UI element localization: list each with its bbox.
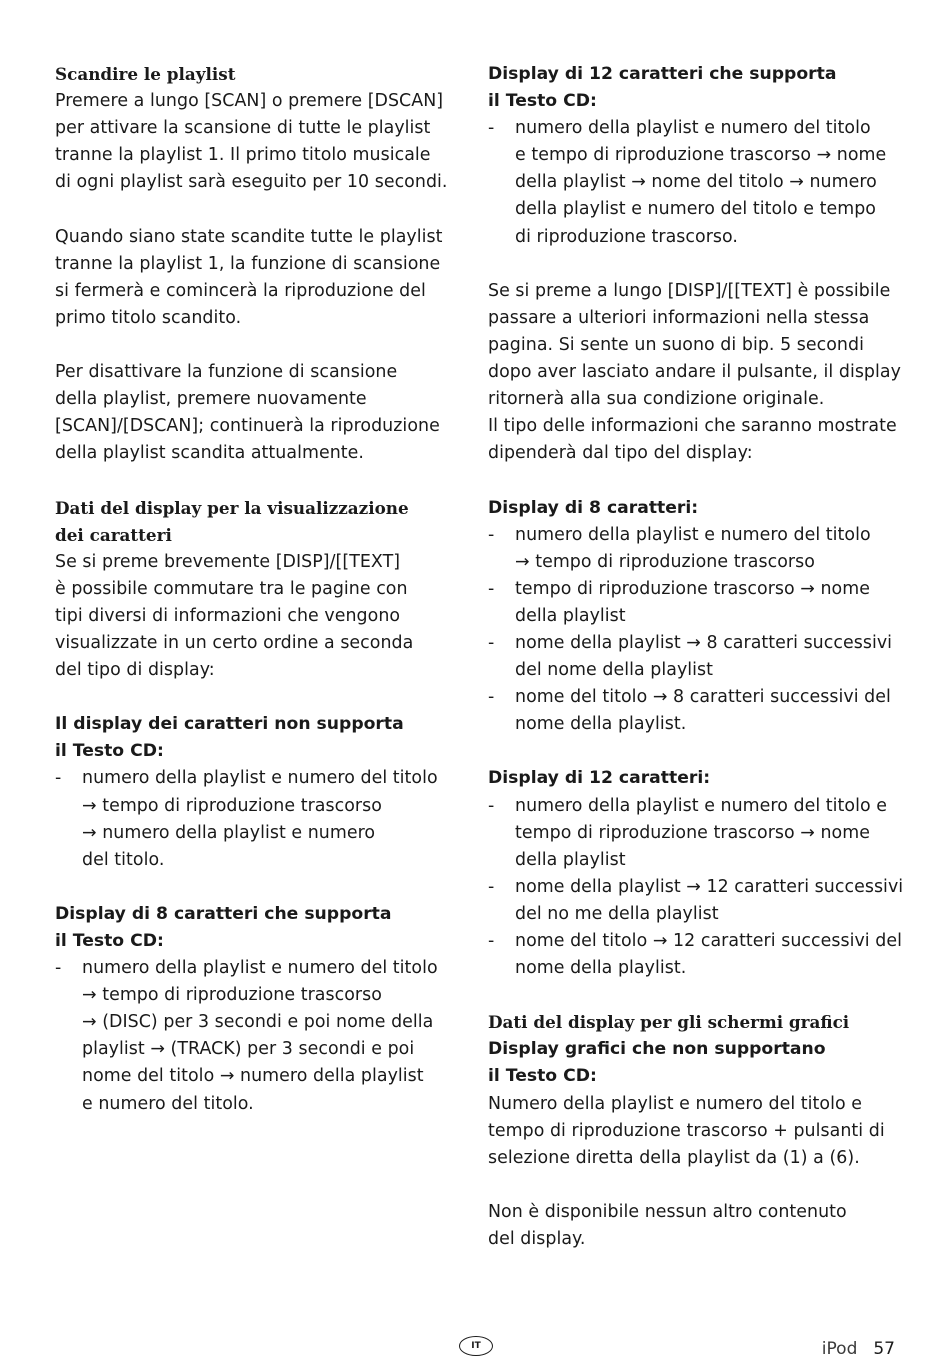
subsection-title-12-char-cd-text: Display di 12 caratteri che supporta il Testo CD:: [488, 64, 837, 112]
right-column: [488, 61, 908, 1253]
paragraph-long-press-disp: Se si preme a lungo [DISP]/[[TEXT] è possibile passare a ulteriori informazioni nella stessa pagina. Si sente un suono di bip. 5 secondi dopo aver lasciato andare il pulsante, il display ritornerà alla sua condizione originale. Il tipo delle informazioni che saranno mostrate dipenderà dal tipo del display:: [488, 280, 901, 464]
subsection-title-12-char: Display di 12 caratteri:: [488, 768, 711, 789]
list-item: - nome del titolo → 8 caratteri successivi del nome della playlist.: [488, 687, 891, 735]
list-item: - nome della playlist → 8 caratteri successivi del nome della playlist: [488, 632, 893, 681]
subsection-title-no-cd-text: Il display dei caratteri non supporta il Testo CD:: [55, 714, 404, 762]
list-item: - nome della playlist → 12 caratteri successivi del no me della playlist: [488, 876, 904, 924]
paragraph-display-pages: Se si preme brevemente [DISP]/[[TEXT] è possibile commutare tra le pagine con tipi diversi di informazioni che vengono visualizzate in un certo ordine a seconda del tipo di display:: [55, 551, 414, 681]
list-item: - tempo di riproduzione trascorso → nome della playlist: [488, 578, 870, 626]
paragraph-graphic-info: Numero della playlist e numero del titolo e tempo di riproduzione trascorso + pulsanti di selezione diretta della playlist da (1) a (6).: [488, 1093, 885, 1168]
page-footer: [822, 1337, 895, 1361]
list-12-char-cd-text: [488, 115, 908, 250]
list-8-char: [488, 522, 908, 739]
list-8-char-cd-text: [55, 955, 455, 1118]
subsection-title-8-char: Display di 8 caratteri:: [488, 497, 699, 518]
list-item: - nome del titolo → 12 caratteri successivi del nome della playlist.: [488, 931, 902, 979]
paragraph-scan-disable: Per disattivare la funzione di scansione della playlist, premere nuovamente [SCAN]/[DSCAN]; continuerà la riproduzione della playlist scandita attualmente.: [55, 362, 440, 464]
subsection-title-8-char-cd-text: Display di 8 caratteri che supporta il Testo CD:: [55, 903, 392, 951]
section-title-graphic-displays: Dati del display per gli schermi grafici: [488, 1012, 850, 1033]
paragraph-scan-intro: Premere a lungo [SCAN] o premere [DSCAN] per attivare la scansione di tutte le playlist tranne la playlist 1. Il primo titolo musicale di ogni playlist sarà eseguito per 10 secondi.: [55, 91, 448, 193]
paragraph-scan-end: Quando siano state scandite tutte le playlist tranne la playlist 1, la funzione di scansione si fermerà e comincerà la riproduzione del primo titolo scandito.: [55, 226, 443, 328]
list-item: - numero della playlist e numero del titolo → tempo di riproduzione trascorso: [488, 524, 871, 572]
product-name: iPod: [821, 1339, 858, 1359]
list-item: - numero della playlist e numero del titolo → tempo di riproduzione trascorso → numero della playlist e numero del titolo.: [55, 768, 438, 870]
section-title-scan-playlist: Scandire le playlist: [55, 64, 236, 84]
subsection-title-graphic-no-cd-text: Display grafici che non supportano il Testo CD:: [488, 1039, 826, 1087]
list-item: - numero della playlist e numero del titolo → tempo di riproduzione trascorso → (DISC) per 3 secondi e poi nome della playlist → (TRACK) per 3 secondi e poi nome del titolo → numero della playlist e numero del titolo.: [55, 958, 438, 1114]
list-12-char: [488, 793, 908, 983]
page-number: 57: [873, 1339, 895, 1359]
paragraph-no-other-content: Non è disponibile nessun altro contenuto del display.: [488, 1201, 847, 1250]
section-title-display-characters: Dati del display per la visualizzazione dei caratteri: [55, 497, 409, 545]
language-badge: IT: [459, 1336, 493, 1356]
left-column: [55, 61, 455, 1118]
list-item: - numero della playlist e numero del titolo e tempo di riproduzione trascorso → nome della playlist → nome del titolo → numero della playlist e numero del titolo e tempo di riproduzione trascorso.: [488, 118, 887, 247]
list-item: - numero della playlist e numero del titolo e tempo di riproduzione trascorso → nome della playlist: [488, 795, 887, 870]
list-no-cd-text: [55, 765, 455, 873]
